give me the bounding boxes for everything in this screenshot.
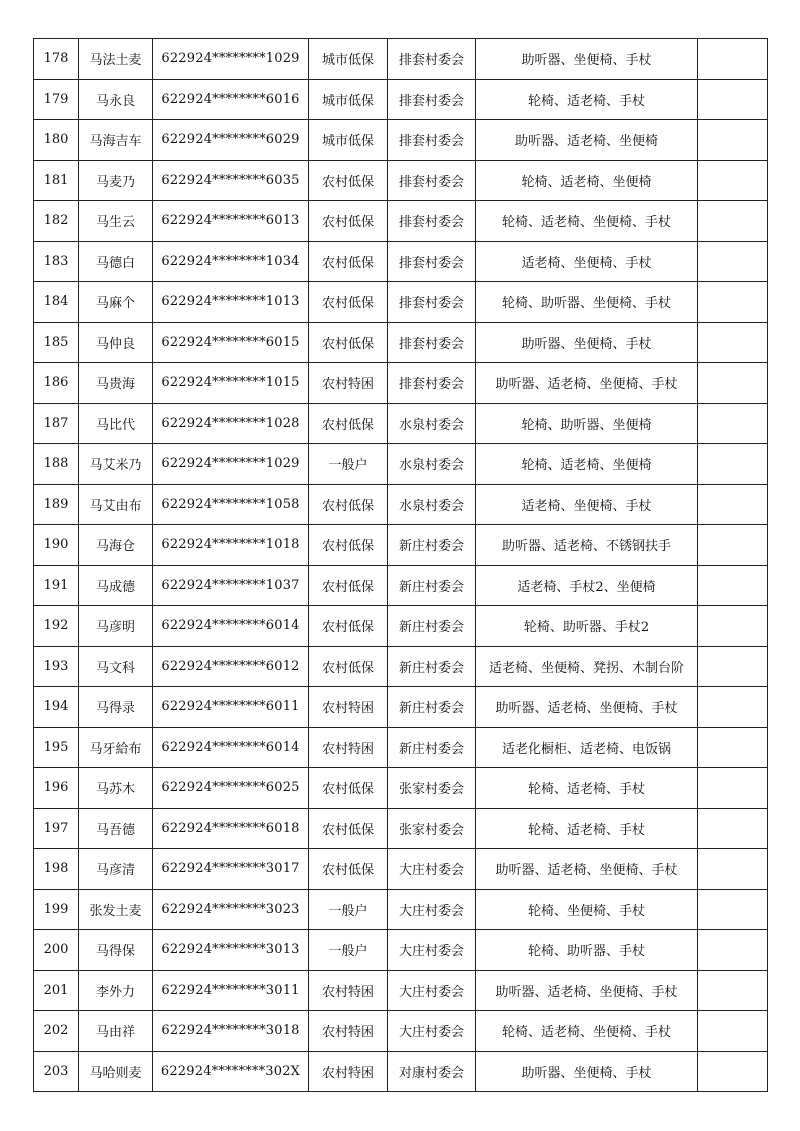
- person-name-cell: 李外力: [79, 970, 153, 1011]
- row-number-cell: 198: [34, 849, 79, 890]
- row-number-cell: 196: [34, 768, 79, 809]
- household-type-cell: 农村低保: [309, 201, 388, 242]
- person-name-cell: 马牙給布: [79, 727, 153, 768]
- aid-items-cell: 助听器、坐便椅、手杖: [476, 322, 698, 363]
- table-row: [34, 79, 768, 120]
- id-number-cell: 622924********1037: [153, 565, 309, 606]
- remarks-cell: [698, 606, 768, 647]
- household-type-cell: 一般户: [309, 889, 388, 930]
- aid-items-cell: 助听器、适老椅、坐便椅、手杖: [476, 687, 698, 728]
- id-number-cell: 622924********3017: [153, 849, 309, 890]
- row-number-cell: 195: [34, 727, 79, 768]
- id-number-cell: 622924********1034: [153, 241, 309, 282]
- table-row: [34, 241, 768, 282]
- household-type-cell: 农村特困: [309, 687, 388, 728]
- id-number-cell: 622924********6015: [153, 322, 309, 363]
- id-number-cell: 622924********302X: [153, 1051, 309, 1092]
- person-name-cell: 马吾德: [79, 808, 153, 849]
- table-row: [34, 282, 768, 323]
- household-type-cell: 农村低保: [309, 403, 388, 444]
- household-type-cell: 农村低保: [309, 768, 388, 809]
- id-number-cell: 622924********3023: [153, 889, 309, 930]
- row-number-cell: 185: [34, 322, 79, 363]
- person-name-cell: 马彦清: [79, 849, 153, 890]
- id-number-cell: 622924********6012: [153, 646, 309, 687]
- id-number-cell: 622924********6011: [153, 687, 309, 728]
- row-number-cell: 190: [34, 525, 79, 566]
- village-committee-cell: 排套村委会: [388, 322, 476, 363]
- village-committee-cell: 对康村委会: [388, 1051, 476, 1092]
- household-type-cell: 农村低保: [309, 484, 388, 525]
- aid-items-cell: 轮椅、适老椅、手杖: [476, 808, 698, 849]
- household-type-cell: 农村低保: [309, 808, 388, 849]
- table-row: [34, 768, 768, 809]
- remarks-cell: [698, 79, 768, 120]
- remarks-cell: [698, 160, 768, 201]
- id-number-cell: 622924********6025: [153, 768, 309, 809]
- table-body: [34, 39, 768, 1092]
- remarks-cell: [698, 727, 768, 768]
- village-committee-cell: 排套村委会: [388, 39, 476, 80]
- aid-items-cell: 轮椅、坐便椅、手杖: [476, 889, 698, 930]
- aid-items-cell: 助听器、坐便椅、手杖: [476, 1051, 698, 1092]
- id-number-cell: 622924********6018: [153, 808, 309, 849]
- table-row: [34, 1051, 768, 1092]
- village-committee-cell: 新庄村委会: [388, 606, 476, 647]
- village-committee-cell: 排套村委会: [388, 282, 476, 323]
- person-name-cell: 马哈则麦: [79, 1051, 153, 1092]
- table-row: [34, 39, 768, 80]
- household-type-cell: 农村低保: [309, 525, 388, 566]
- remarks-cell: [698, 525, 768, 566]
- person-name-cell: 马海吉车: [79, 120, 153, 161]
- household-type-cell: 农村低保: [309, 646, 388, 687]
- beneficiary-table: [33, 38, 768, 1092]
- aid-items-cell: 助听器、适老椅、坐便椅、手杖: [476, 849, 698, 890]
- aid-items-cell: 助听器、适老椅、坐便椅、手杖: [476, 970, 698, 1011]
- aid-items-cell: 适老化橱柜、适老椅、电饭锅: [476, 727, 698, 768]
- remarks-cell: [698, 930, 768, 971]
- person-name-cell: 马仲良: [79, 322, 153, 363]
- household-type-cell: 农村特困: [309, 363, 388, 404]
- household-type-cell: 农村低保: [309, 606, 388, 647]
- table-row: [34, 849, 768, 890]
- id-number-cell: 622924********1029: [153, 39, 309, 80]
- table-row: [34, 444, 768, 485]
- table-row: [34, 727, 768, 768]
- row-number-cell: 189: [34, 484, 79, 525]
- table-row: [34, 484, 768, 525]
- remarks-cell: [698, 120, 768, 161]
- remarks-cell: [698, 1051, 768, 1092]
- row-number-cell: 186: [34, 363, 79, 404]
- table-row: [34, 403, 768, 444]
- id-number-cell: 622924********6014: [153, 727, 309, 768]
- household-type-cell: 农村低保: [309, 565, 388, 606]
- household-type-cell: 农村低保: [309, 282, 388, 323]
- remarks-cell: [698, 768, 768, 809]
- remarks-cell: [698, 444, 768, 485]
- remarks-cell: [698, 646, 768, 687]
- table-row: [34, 808, 768, 849]
- person-name-cell: 马法土麦: [79, 39, 153, 80]
- aid-items-cell: 适老椅、坐便椅、手杖: [476, 484, 698, 525]
- row-number-cell: 199: [34, 889, 79, 930]
- remarks-cell: [698, 687, 768, 728]
- household-type-cell: 农村低保: [309, 322, 388, 363]
- table-row: [34, 646, 768, 687]
- village-committee-cell: 水泉村委会: [388, 444, 476, 485]
- remarks-cell: [698, 970, 768, 1011]
- table-row: [34, 889, 768, 930]
- person-name-cell: 马艾米乃: [79, 444, 153, 485]
- aid-items-cell: 适老椅、坐便椅、凳拐、木制台阶: [476, 646, 698, 687]
- remarks-cell: [698, 849, 768, 890]
- aid-items-cell: 助听器、坐便椅、手杖: [476, 39, 698, 80]
- id-number-cell: 622924********1018: [153, 525, 309, 566]
- row-number-cell: 184: [34, 282, 79, 323]
- table-row: [34, 363, 768, 404]
- id-number-cell: 622924********1058: [153, 484, 309, 525]
- remarks-cell: [698, 889, 768, 930]
- person-name-cell: 马彦明: [79, 606, 153, 647]
- row-number-cell: 193: [34, 646, 79, 687]
- id-number-cell: 622924********3011: [153, 970, 309, 1011]
- remarks-cell: [698, 565, 768, 606]
- village-committee-cell: 排套村委会: [388, 120, 476, 161]
- person-name-cell: 马得录: [79, 687, 153, 728]
- row-number-cell: 179: [34, 79, 79, 120]
- person-name-cell: 马苏木: [79, 768, 153, 809]
- table-row: [34, 120, 768, 161]
- household-type-cell: 农村低保: [309, 241, 388, 282]
- id-number-cell: 622924********6016: [153, 79, 309, 120]
- id-number-cell: 622924********1028: [153, 403, 309, 444]
- row-number-cell: 183: [34, 241, 79, 282]
- person-name-cell: 马比代: [79, 403, 153, 444]
- row-number-cell: 203: [34, 1051, 79, 1092]
- remarks-cell: [698, 241, 768, 282]
- village-committee-cell: 排套村委会: [388, 363, 476, 404]
- row-number-cell: 194: [34, 687, 79, 728]
- person-name-cell: 张发土麦: [79, 889, 153, 930]
- id-number-cell: 622924********3018: [153, 1011, 309, 1052]
- id-number-cell: 622924********6014: [153, 606, 309, 647]
- row-number-cell: 182: [34, 201, 79, 242]
- id-number-cell: 622924********6035: [153, 160, 309, 201]
- person-name-cell: 马永良: [79, 79, 153, 120]
- village-committee-cell: 新庄村委会: [388, 687, 476, 728]
- village-committee-cell: 水泉村委会: [388, 403, 476, 444]
- person-name-cell: 马麦乃: [79, 160, 153, 201]
- aid-items-cell: 轮椅、适老椅、坐便椅、手杖: [476, 1011, 698, 1052]
- remarks-cell: [698, 484, 768, 525]
- household-type-cell: 一般户: [309, 930, 388, 971]
- aid-items-cell: 轮椅、助听器、手杖2: [476, 606, 698, 647]
- person-name-cell: 马艾由布: [79, 484, 153, 525]
- person-name-cell: 马海仓: [79, 525, 153, 566]
- village-committee-cell: 张家村委会: [388, 768, 476, 809]
- aid-items-cell: 轮椅、适老椅、坐便椅、手杖: [476, 201, 698, 242]
- household-type-cell: 农村特困: [309, 1051, 388, 1092]
- aid-items-cell: 适老椅、手杖2、坐便椅: [476, 565, 698, 606]
- aid-items-cell: 轮椅、助听器、坐便椅: [476, 403, 698, 444]
- village-committee-cell: 大庄村委会: [388, 970, 476, 1011]
- household-type-cell: 农村特困: [309, 1011, 388, 1052]
- row-number-cell: 187: [34, 403, 79, 444]
- person-name-cell: 马生云: [79, 201, 153, 242]
- table-row: [34, 687, 768, 728]
- id-number-cell: 622924********6013: [153, 201, 309, 242]
- village-committee-cell: 排套村委会: [388, 79, 476, 120]
- village-committee-cell: 大庄村委会: [388, 889, 476, 930]
- household-type-cell: 城市低保: [309, 39, 388, 80]
- table-row: [34, 930, 768, 971]
- aid-items-cell: 助听器、适老椅、不锈钢扶手: [476, 525, 698, 566]
- row-number-cell: 178: [34, 39, 79, 80]
- row-number-cell: 197: [34, 808, 79, 849]
- village-committee-cell: 新庄村委会: [388, 727, 476, 768]
- person-name-cell: 马文科: [79, 646, 153, 687]
- person-name-cell: 马得保: [79, 930, 153, 971]
- id-number-cell: 622924********1013: [153, 282, 309, 323]
- table-row: [34, 1011, 768, 1052]
- household-type-cell: 一般户: [309, 444, 388, 485]
- remarks-cell: [698, 39, 768, 80]
- village-committee-cell: 张家村委会: [388, 808, 476, 849]
- remarks-cell: [698, 322, 768, 363]
- row-number-cell: 200: [34, 930, 79, 971]
- remarks-cell: [698, 282, 768, 323]
- village-committee-cell: 排套村委会: [388, 241, 476, 282]
- household-type-cell: 农村低保: [309, 849, 388, 890]
- aid-items-cell: 轮椅、助听器、坐便椅、手杖: [476, 282, 698, 323]
- person-name-cell: 马成德: [79, 565, 153, 606]
- aid-items-cell: 轮椅、助听器、手杖: [476, 930, 698, 971]
- table-row: [34, 606, 768, 647]
- row-number-cell: 191: [34, 565, 79, 606]
- household-type-cell: 城市低保: [309, 120, 388, 161]
- village-committee-cell: 水泉村委会: [388, 484, 476, 525]
- row-number-cell: 180: [34, 120, 79, 161]
- household-type-cell: 农村特困: [309, 727, 388, 768]
- village-committee-cell: 新庄村委会: [388, 646, 476, 687]
- household-type-cell: 农村特困: [309, 970, 388, 1011]
- village-committee-cell: 排套村委会: [388, 160, 476, 201]
- person-name-cell: 马德白: [79, 241, 153, 282]
- row-number-cell: 202: [34, 1011, 79, 1052]
- remarks-cell: [698, 808, 768, 849]
- aid-items-cell: 轮椅、适老椅、手杖: [476, 79, 698, 120]
- aid-items-cell: 轮椅、适老椅、坐便椅: [476, 444, 698, 485]
- row-number-cell: 181: [34, 160, 79, 201]
- table-row: [34, 970, 768, 1011]
- table-row: [34, 565, 768, 606]
- row-number-cell: 188: [34, 444, 79, 485]
- person-name-cell: 马由祥: [79, 1011, 153, 1052]
- id-number-cell: 622924********1015: [153, 363, 309, 404]
- aid-items-cell: 轮椅、适老椅、手杖: [476, 768, 698, 809]
- village-committee-cell: 排套村委会: [388, 201, 476, 242]
- aid-items-cell: 助听器、适老椅、坐便椅、手杖: [476, 363, 698, 404]
- remarks-cell: [698, 403, 768, 444]
- person-name-cell: 马贵海: [79, 363, 153, 404]
- village-committee-cell: 大庄村委会: [388, 1011, 476, 1052]
- village-committee-cell: 新庄村委会: [388, 525, 476, 566]
- village-committee-cell: 大庄村委会: [388, 849, 476, 890]
- table-row: [34, 201, 768, 242]
- row-number-cell: 192: [34, 606, 79, 647]
- table-row: [34, 160, 768, 201]
- id-number-cell: 622924********3013: [153, 930, 309, 971]
- id-number-cell: 622924********6029: [153, 120, 309, 161]
- table-row: [34, 322, 768, 363]
- village-committee-cell: 大庄村委会: [388, 930, 476, 971]
- household-type-cell: 城市低保: [309, 79, 388, 120]
- remarks-cell: [698, 1011, 768, 1052]
- aid-items-cell: 适老椅、坐便椅、手杖: [476, 241, 698, 282]
- remarks-cell: [698, 363, 768, 404]
- person-name-cell: 马麻个: [79, 282, 153, 323]
- aid-items-cell: 助听器、适老椅、坐便椅: [476, 120, 698, 161]
- household-type-cell: 农村低保: [309, 160, 388, 201]
- table-row: [34, 525, 768, 566]
- remarks-cell: [698, 201, 768, 242]
- village-committee-cell: 新庄村委会: [388, 565, 476, 606]
- id-number-cell: 622924********1029: [153, 444, 309, 485]
- aid-items-cell: 轮椅、适老椅、坐便椅: [476, 160, 698, 201]
- row-number-cell: 201: [34, 970, 79, 1011]
